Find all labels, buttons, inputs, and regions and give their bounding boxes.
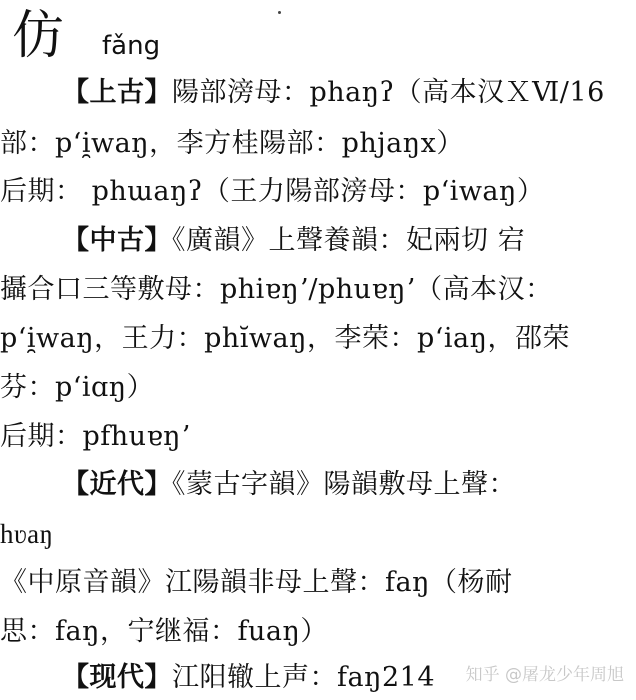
entry-pinyin: fǎng <box>102 31 161 61</box>
shanggu-continued-text: 部：pʻi̯waŋ，李方桂陽部：phjaŋx） <box>0 128 464 159</box>
zhonggu-tag: 【中古】 <box>62 225 172 256</box>
zhonggu-reconstructions-line <box>0 322 570 356</box>
jindai-reading-line <box>0 517 54 552</box>
zhonggu-continued-line <box>0 273 553 307</box>
zhonggu-reconstructions-end-text: 芬：pʻiɑŋ） <box>0 372 155 403</box>
entry-character: 仿 <box>12 6 65 66</box>
jindai-text: 《蒙古字韻》陽韻敷母上聲： <box>172 469 516 500</box>
jindai-reading-text: hʋaŋ <box>0 519 54 549</box>
jindai-line <box>62 468 516 502</box>
zhonggu-continued-text: 攝合口三等敷母：phiɐŋʼ/phuɐŋʼ（高本汉： <box>0 274 553 305</box>
zhongyuan-line <box>0 566 512 600</box>
zhonggu-later-line <box>0 420 190 454</box>
zhihu-watermark: 知乎 @屠龙少年周旭 <box>465 665 624 685</box>
xiandai-line <box>62 661 435 695</box>
zhonggu-reconstructions-end-line <box>0 371 154 405</box>
shanggu-later-text: 后期： phɯaŋʔ（王力陽部滂母：pʻiwaŋ） <box>0 176 545 207</box>
xiandai-tag: 【现代】 <box>62 662 172 693</box>
zhonggu-text: 《廣韻》上聲養韻：妃兩切 宕 <box>172 225 526 256</box>
shanggu-continued-line <box>0 127 464 161</box>
zhonggu-reconstructions-text: pʻi̯waŋ，王力：phĭwaŋ，李荣：pʻiaŋ，邵荣 <box>0 323 570 354</box>
zhonggu-line <box>62 224 525 258</box>
zhongyuan-continued-line <box>0 615 328 649</box>
xiandai-text: 江阳辙上声：faŋ214 <box>172 662 436 693</box>
shanggu-line <box>62 76 605 110</box>
zhongyuan-text: 《中原音韻》江陽韻非母上聲：faŋ（杨耐 <box>0 567 513 598</box>
shanggu-later-line <box>0 175 544 209</box>
zhongyuan-continued-text: 思：faŋ，宁继福：fuaŋ） <box>0 616 328 647</box>
shanggu-tag: 【上古】 <box>62 77 172 108</box>
shanggu-text: 陽部滂母：phaŋʔ（高本汉ＸⅥ/16 <box>172 77 605 108</box>
speck-mark <box>278 11 281 14</box>
jindai-tag: 【近代】 <box>62 469 172 500</box>
zhonggu-later-text: 后期：pfhuɐŋʼ <box>0 421 191 452</box>
